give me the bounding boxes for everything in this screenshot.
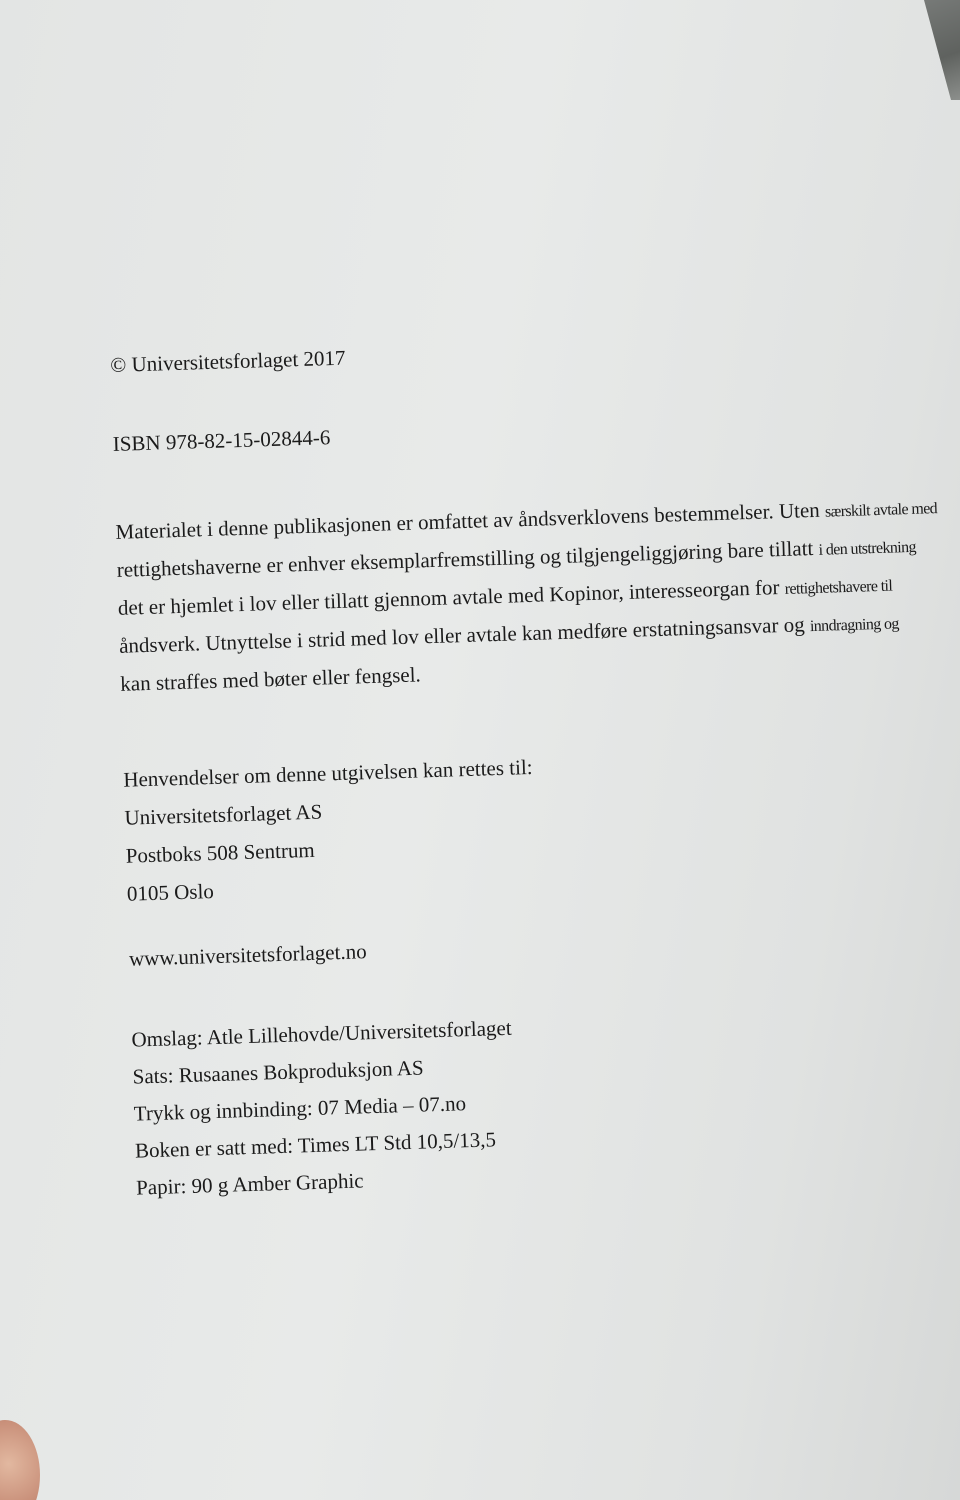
postal-city: 0105 Oslo	[126, 879, 215, 906]
typesetting-credit: Sats: Rusaanes Bokproduksjon AS	[132, 1055, 425, 1089]
legal-text-small: inndragning og	[809, 615, 900, 636]
contact-intro: Henvendelser om denne utgivelsen kan rettes til:	[122, 754, 533, 792]
production-credits	[131, 995, 960, 1207]
contact-block	[123, 734, 960, 913]
copyright-line: © Universitetsforlaget 2017	[109, 345, 346, 377]
legal-text-small: rettighetshavere til	[784, 577, 893, 598]
legal-text-small: i den utstrekning	[818, 538, 917, 559]
legal-text: rettighetshaverne er enhver eksemplarfremstilling og tilgjengeliggjøring bare tillatt	[116, 535, 819, 582]
postal-address: Postboks 508 Sentrum	[125, 837, 316, 868]
paper-credit: Papir: 90 g Amber Graphic	[135, 1168, 364, 1200]
colophon	[110, 328, 960, 1206]
legal-text: kan straffes med bøter eller fengsel.	[119, 662, 422, 696]
finger	[0, 1420, 40, 1500]
website-url: www.universitetsforlaget.no	[128, 939, 367, 971]
legal-text: Materialet i denne publikasjonen er omfattet av åndsverklovens bestemmelser. Uten	[115, 497, 826, 544]
isbn-line: ISBN 978-82-15-02844-6	[112, 425, 331, 456]
legal-text: det er hjemlet i lov eller tillatt gjennom avtale med Kopinor, interesseorgan for	[117, 574, 786, 620]
cover-credit: Omslag: Atle Lillehovde/Universitetsforlaget	[131, 1015, 512, 1052]
font-credit: Boken er satt med: Times LT Std 10,5/13,5	[134, 1127, 497, 1163]
publisher-name: Universitetsforlaget AS	[124, 799, 323, 830]
legal-notice	[115, 486, 960, 703]
background-corner	[900, 0, 960, 100]
legal-text: åndsverk. Utnyttelse i strid med lov eller avtale kan medføre erstatningsansvar og	[118, 612, 811, 658]
printing-credit: Trykk og innbinding: 07 Media – 07.no	[133, 1091, 467, 1126]
legal-text-small: særskilt avtale med	[824, 500, 938, 521]
